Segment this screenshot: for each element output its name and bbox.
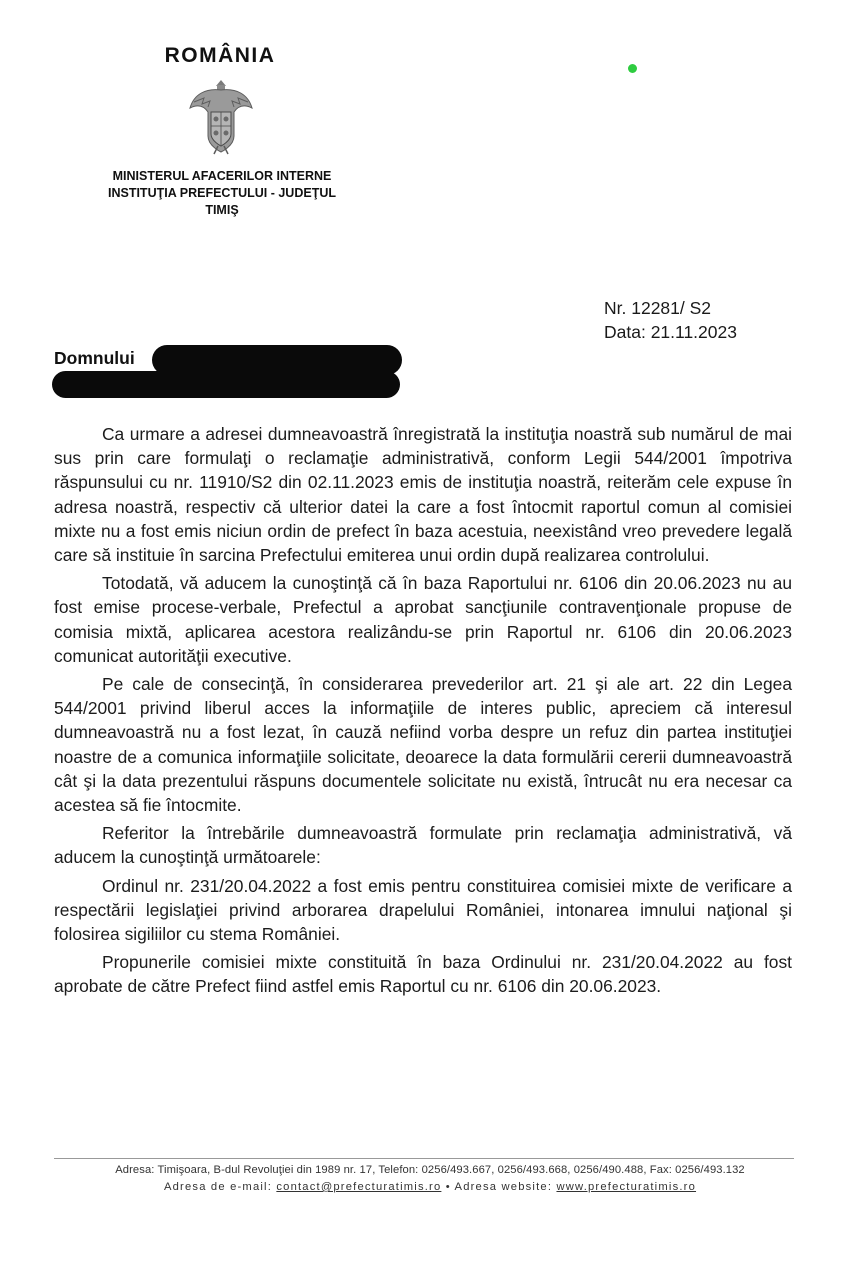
romania-coat-of-arms-icon <box>188 74 254 156</box>
email-link[interactable]: contact@prefecturatimis.ro <box>276 1181 442 1193</box>
document-date: Data: 21.11.2023 <box>604 322 737 342</box>
body-paragraph: Propunerile comisiei mixte constituită în baza Ordinului nr. 231/20.04.2022 au fost aprobate de către Prefect fiind astfel emis Raportul cu nr. 6106 din 20.06.2023. <box>54 952 792 997</box>
body-paragraph: Pe cale de consecinţă, în considerarea prevederilor art. 21 şi ale art. 22 din Legea 544/2001 privind liberul acces la informaţiile de interes public, apreciem că interesul dumneavoastră nu a fost lezat, în cauză nefiind vorba despre un refuz din partea instituţiei noastre de a comunica informaţiile solicitate, deoarece la data formulării cererii dumneavoastră cât şi la data prezentului răspuns documentele solicitate nu există, întrucât nu era necesar ca acestea să fie întocmite. <box>54 674 792 816</box>
footer-address-line <box>40 1162 820 1179</box>
institution-name <box>62 168 382 219</box>
green-dot-mark <box>628 64 637 73</box>
institution-line: INSTITUŢIA PREFECTULUI - JUDEŢUL <box>107 186 336 200</box>
email-label: Adresa de e-mail: <box>163 1181 273 1193</box>
separator-bullet: • <box>445 1181 451 1193</box>
body-paragraph: Referitor la întrebările dumneavoastră formulate prin reclamaţia administrativă, vă aducem la cunoştinţă următoarele: <box>54 823 792 868</box>
registration-number: Nr. 12281/ S2 <box>604 298 712 318</box>
redaction-bar <box>52 371 400 398</box>
body-paragraph: Totodată, vă aducem la cunoştinţă că în baza Raportului nr. 6106 din 20.06.2023 nu au fost emise procese-verbale, Prefectul a aprobat sancţiunile contravenţionale propuse de comisia mixtă, aplicarea acestora realizându-se prin Raportul nr. 6106 din 20.06.2023 comunicat autorităţii executive. <box>54 573 792 666</box>
body-paragraph: Ordinul nr. 231/20.04.2022 a fost emis pentru constituirea comisiei mixte de verificare a respectării legislaţiei privind arborarea drapelului României, intonarea imnului naţional şi folosirea sigiliilor cu stema României. <box>54 875 792 945</box>
website-link[interactable]: www.prefecturatimis.ro <box>556 1181 697 1193</box>
institution-line: TIMIŞ <box>205 203 239 217</box>
body-paragraph: Ca urmare a adresei dumneavoastră înregistrată la instituţia noastră sub numărul de mai sus prin care formulaţi o reclamaţie administrativă, conform Legii 544/2001 împotriva răspunsului cu nr. 11910/S2 din 02.11.2023 emis de instituţia noastră, reiterăm cele expuse în adresa noastră, respectiv că ulterior datei la care a fost întocmit raportul comun al comisiei mixte nu a fost emis niciun ordin de prefect în baza acestuia, neexistând vreo prevedere legală care să instituie în sarcina Prefectului emiterea unui ordin după realizarea controlului. <box>54 424 792 566</box>
letterhead <box>62 44 382 219</box>
institution-line: MINISTERUL AFACERILOR INTERNE <box>112 169 332 183</box>
country-title: ROMÂNIA <box>164 44 276 67</box>
website-label: Adresa website: <box>454 1181 553 1193</box>
footer-contact-line <box>40 1179 820 1196</box>
footer-divider <box>54 1158 794 1159</box>
address-label: Adresa: <box>115 1164 155 1176</box>
footer <box>40 1162 820 1196</box>
reference-block <box>604 296 737 344</box>
letter-body <box>54 422 792 1003</box>
addressee-label: Domnului <box>54 348 135 368</box>
address-value: Timişoara, B-dul Revoluţiei din 1989 nr. 17, Telefon: 0256/493.667, 0256/493.668, 0256/490.488, Fax: 0256/493.132 <box>157 1164 745 1176</box>
